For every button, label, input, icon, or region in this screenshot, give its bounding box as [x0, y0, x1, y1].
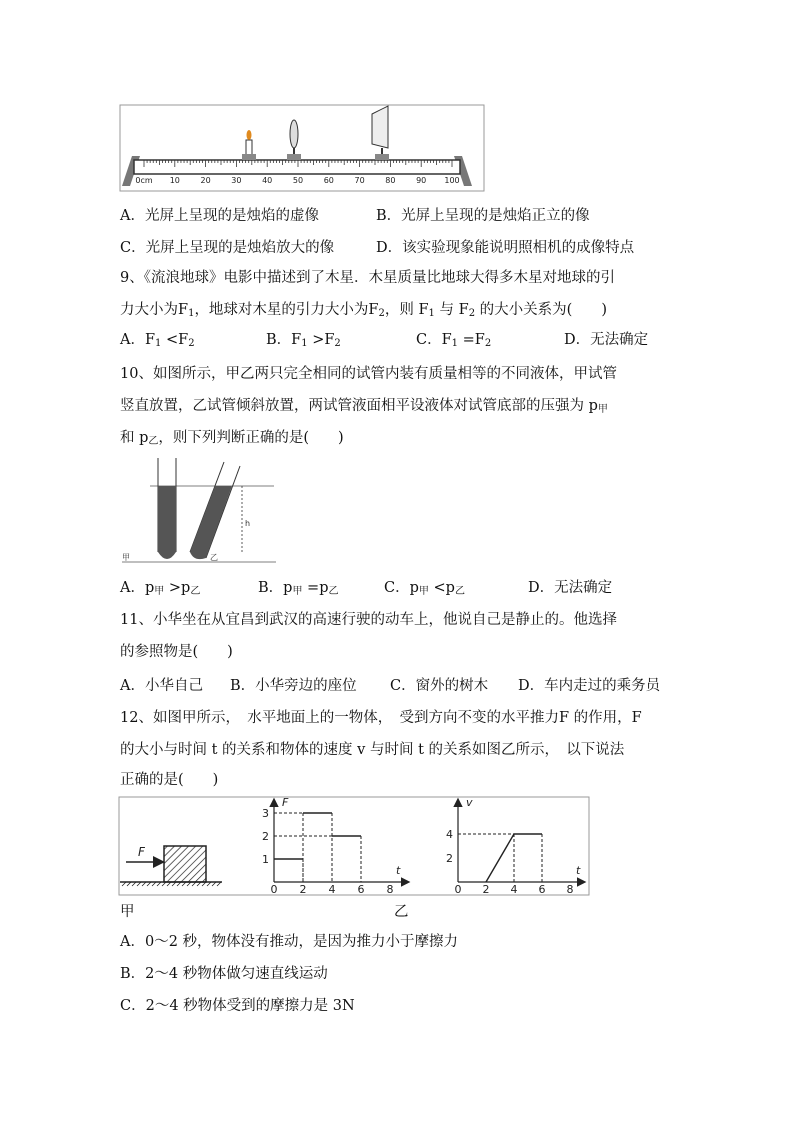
ruler-label: 100 — [444, 176, 460, 185]
q8-option-c: C．光屏上呈现的是烛焰放大的像 — [120, 240, 335, 256]
test-tubes-figure — [120, 456, 280, 568]
graph-f-y-tick: 3 — [262, 807, 269, 820]
graph-f-x-tick: 0 — [270, 883, 278, 896]
q8-option-b: B．光屏上呈现的是烛焰正立的像 — [376, 208, 590, 224]
q8-option-a: A．光屏上呈现的是烛焰的虚像 — [120, 208, 319, 224]
force-arrow-label: F — [138, 845, 145, 859]
graph-f-x-tick: 4 — [328, 883, 336, 896]
q10-stem-line3: 和 $p_乙$，则下列判断正确的是( ) — [120, 430, 344, 447]
q10-option-c: C．$p_甲 <p_乙$ — [384, 580, 465, 597]
label-jia: 甲 — [120, 904, 135, 920]
graph-v-y-axis-label: v — [466, 796, 473, 809]
optical-bench-figure — [118, 104, 486, 192]
q9-option-a: A．$F_1 <F_2$ — [120, 332, 195, 349]
label-yi: 乙 — [394, 904, 409, 920]
q11-stem-line1: 11、小华坐在从宜昌到武汉的高速行驶的动车上，他说自己是静止的。他选择 — [120, 612, 617, 628]
q11-stem-line2: 的参照物是( ) — [120, 644, 233, 660]
ruler-label: 0cm — [135, 176, 153, 185]
q10-option-a: A．$p_甲 >p_乙$ — [120, 580, 201, 597]
q10-stem-line2: 竖直放置，乙试管倾斜放置，两试管液面相平设液体对试管底部的压强为 $p_甲$ — [120, 398, 608, 415]
graph-v-y-tick: 4 — [446, 828, 453, 841]
q9-option-c: C．$F_1 =F_2$ — [416, 332, 492, 349]
q10-stem-line1: 10、如图所示，甲乙两只完全相同的试管内装有质量相等的不同液体，甲试管 — [120, 366, 617, 382]
q12-option-b: B．2～4 秒物体做匀速直线运动 — [120, 966, 328, 982]
q9-stem-line2: 力大小为$F_1$，地球对木星的引力大小为$F_2$，则 $F_1$ 与 $F_2$ 的大小关系为( ) — [120, 302, 608, 319]
ruler-label: 50 — [292, 176, 304, 185]
graph-v-x-axis-label: t — [576, 864, 581, 877]
q11-option-c: C．窗外的树木 — [390, 678, 489, 694]
q12-option-a: A．0～2 秒，物体没有推动，是因为推力小于摩擦力 — [120, 934, 459, 950]
graph-f-x-tick: 6 — [357, 883, 365, 896]
ruler-label: 80 — [385, 176, 396, 185]
tube-yi-label: 乙 — [210, 553, 218, 562]
graph-f-y-axis-label: F — [282, 796, 289, 809]
graph-f-x-tick: 8 — [386, 883, 394, 896]
graph-v-x-tick: 0 — [454, 883, 462, 896]
q10-option-d: D．无法确定 — [528, 580, 613, 596]
ruler-label: 40 — [262, 176, 273, 185]
ruler-label: 90 — [416, 176, 427, 185]
q11-option-d: D．车内走过的乘务员 — [518, 678, 661, 694]
q8-option-d: D．该实验现象能说明照相机的成像特点 — [376, 240, 635, 256]
q9-stem-line1: 9、《流浪地球》电影中描述到了木星．木星质量比地球大得多木星对地球的引 — [120, 270, 615, 286]
graph-f-y-tick: 2 — [262, 830, 269, 843]
ruler-label: 30 — [231, 176, 242, 185]
graph-f-x-tick: 2 — [299, 883, 307, 896]
ruler-label: 60 — [323, 176, 334, 185]
q12-option-c: C．2～4 秒物体受到的摩擦力是 3N — [120, 998, 355, 1014]
q9-option-d: D．无法确定 — [564, 332, 649, 348]
q12-stem-line1: 12、如图甲所示， 水平地面上的一物体， 受到方向不变的水平推力F 的作用，F — [120, 710, 642, 726]
q11-option-b: B．小华旁边的座位 — [230, 678, 357, 694]
q11-option-a: A．小华自己 — [120, 678, 203, 694]
ruler-label: 20 — [200, 176, 211, 185]
q10-option-b: B．$p_甲 =p_乙$ — [258, 580, 339, 597]
height-mark-label: h — [245, 519, 251, 528]
graph-v-x-tick: 2 — [482, 883, 490, 896]
ruler-label: 70 — [354, 176, 365, 185]
graph-v-x-tick: 6 — [538, 883, 546, 896]
velocity-time-graph — [446, 796, 584, 896]
force-time-graph — [262, 796, 408, 896]
force-graphs-figure — [118, 796, 590, 896]
ruler-label: 10 — [169, 176, 180, 185]
graph-v-x-tick: 8 — [566, 883, 574, 896]
q12-stem-line3: 正确的是( ) — [120, 772, 219, 788]
tube-jia-label: 甲 — [122, 553, 130, 562]
graph-v-x-tick: 4 — [510, 883, 518, 896]
graph-f-y-tick: 1 — [262, 853, 269, 866]
graph-f-x-axis-label: t — [396, 864, 401, 877]
q9-option-b: B．$F_1 >F_2$ — [266, 332, 341, 349]
q12-stem-line2: 的大小与时间 t 的关系和物体的速度 v 与时间 t 的关系如图乙所示， 以下说法 — [120, 742, 625, 758]
graph-v-y-tick: 2 — [446, 852, 453, 865]
